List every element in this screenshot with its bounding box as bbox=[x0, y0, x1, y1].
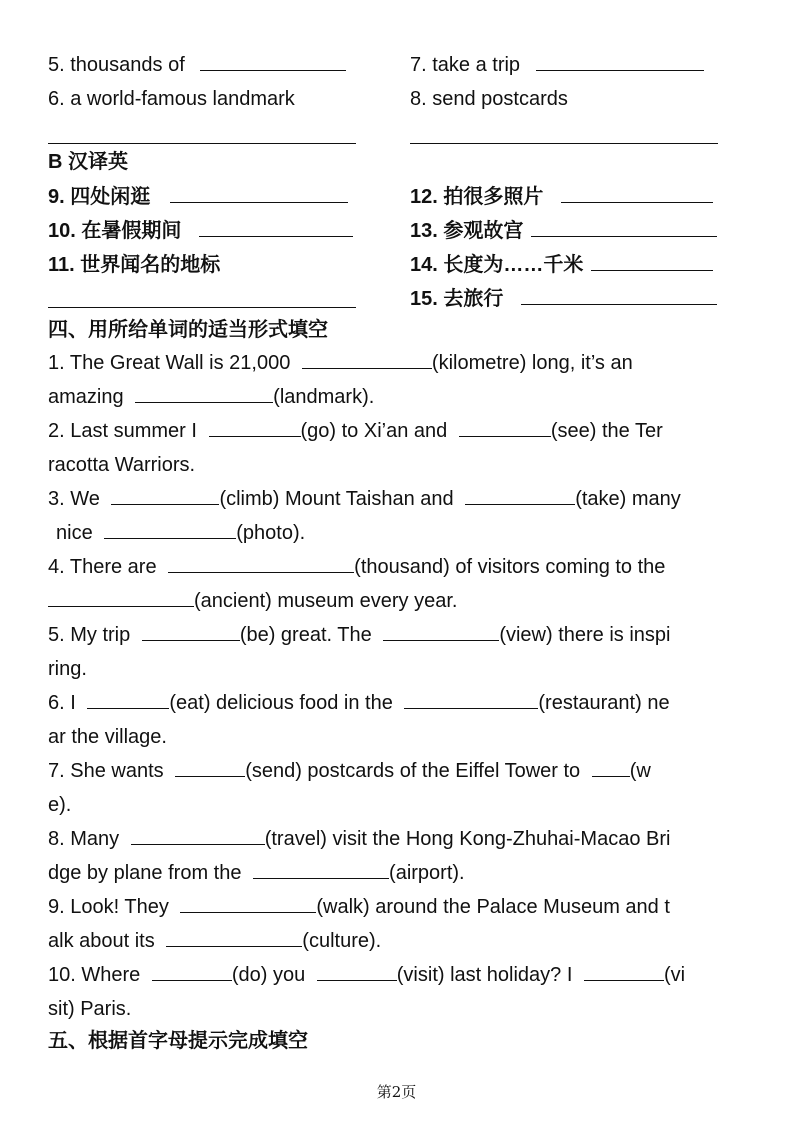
q6-line2: ar the village. bbox=[48, 726, 167, 748]
item-10: 10. 在暑假期间 bbox=[48, 217, 353, 245]
answer-blank[interactable] bbox=[592, 758, 630, 777]
item-9: 9. 四处闲逛 bbox=[48, 183, 348, 211]
q2-line2: racotta Warriors. bbox=[48, 454, 196, 476]
answer-blank[interactable] bbox=[383, 622, 499, 641]
answer-line[interactable] bbox=[410, 143, 718, 144]
q7-line2: e). bbox=[48, 794, 72, 816]
item-8: 8. send postcards bbox=[410, 88, 568, 110]
answer-blank[interactable] bbox=[459, 418, 551, 437]
answer-blank[interactable] bbox=[531, 218, 717, 237]
answer-blank[interactable] bbox=[168, 554, 354, 573]
part-b-heading: B 汉译英 bbox=[48, 151, 128, 173]
answer-blank[interactable] bbox=[48, 588, 194, 607]
item-6: 6. a world-famous landmark bbox=[48, 88, 295, 110]
item-12: 12. 拍很多照片 bbox=[410, 183, 713, 211]
answer-blank[interactable] bbox=[87, 690, 169, 709]
q9-line1: 9. Look! They (walk) around the Palace Museum and t bbox=[48, 896, 670, 918]
answer-blank[interactable] bbox=[131, 826, 265, 845]
answer-blank[interactable] bbox=[536, 52, 704, 71]
answer-blank[interactable] bbox=[111, 486, 219, 505]
answer-blank[interactable] bbox=[152, 962, 232, 981]
answer-blank[interactable] bbox=[175, 758, 245, 777]
q10-line1: 10. Where (do) you (visit) last holiday? I (vi bbox=[48, 964, 686, 986]
answer-blank[interactable] bbox=[135, 384, 273, 403]
q3-line1: 3. We (climb) Mount Taishan and (take) many bbox=[48, 488, 681, 510]
answer-blank[interactable] bbox=[104, 520, 236, 539]
answer-blank[interactable] bbox=[302, 350, 432, 369]
item-5: 5. thousands of bbox=[48, 51, 346, 79]
answer-blank[interactable] bbox=[253, 860, 389, 879]
answer-line[interactable] bbox=[48, 143, 356, 144]
item-15: 15. 去旅行 bbox=[410, 285, 717, 313]
q9-line2: alk about its (culture). bbox=[48, 930, 382, 952]
q8-line2: dge by plane from the (airport). bbox=[48, 862, 465, 884]
q8-line1: 8. Many (travel) visit the Hong Kong-Zhuhai-Macao Bri bbox=[48, 828, 671, 850]
answer-blank[interactable] bbox=[317, 962, 397, 981]
answer-blank[interactable] bbox=[521, 286, 717, 305]
answer-blank[interactable] bbox=[465, 486, 575, 505]
item-14: 14. 长度为……千米 bbox=[410, 251, 713, 279]
item-13: 13. 参观故宫 bbox=[410, 217, 717, 245]
q3-line2: nice (photo). bbox=[56, 522, 306, 544]
answer-blank[interactable] bbox=[166, 928, 302, 947]
q1-line1: 1. The Great Wall is 21,000 (kilometre) long, it’s an bbox=[48, 352, 633, 374]
q5-line1: 5. My trip (be) great. The (view) there is inspi bbox=[48, 624, 671, 646]
answer-line[interactable] bbox=[48, 307, 356, 308]
answer-blank[interactable] bbox=[561, 184, 713, 203]
section-4-heading: 四、用所给单词的适当形式填空 bbox=[48, 319, 328, 341]
q6-line1: 6. I (eat) delicious food in the (restaurant) ne bbox=[48, 692, 670, 714]
item-7: 7. take a trip bbox=[410, 51, 704, 79]
answer-blank[interactable] bbox=[199, 218, 353, 237]
answer-blank[interactable] bbox=[591, 252, 713, 271]
section-5-heading: 五、根据首字母提示完成填空 bbox=[48, 1030, 308, 1052]
q1-line2: amazing (landmark). bbox=[48, 386, 375, 408]
answer-blank[interactable] bbox=[209, 418, 301, 437]
q10-line2: sit) Paris. bbox=[48, 998, 132, 1020]
answer-blank[interactable] bbox=[584, 962, 664, 981]
answer-blank[interactable] bbox=[142, 622, 240, 641]
item-11: 11. 世界闻名的地标 bbox=[48, 254, 221, 276]
q5-line2: ring. bbox=[48, 658, 87, 680]
answer-blank[interactable] bbox=[180, 894, 316, 913]
q4-line1: 4. There are (thousand) of visitors coming to the bbox=[48, 556, 666, 578]
page-number: 第2页 bbox=[376, 1083, 417, 1101]
answer-blank[interactable] bbox=[200, 52, 346, 71]
answer-blank[interactable] bbox=[404, 690, 538, 709]
q2-line1: 2. Last summer I (go) to Xi’an and (see) the Ter bbox=[48, 420, 663, 442]
answer-blank[interactable] bbox=[170, 184, 348, 203]
q4-line2: (ancient) museum every year. bbox=[48, 587, 457, 615]
q7-line1: 7. She wants (send) postcards of the Eiffel Tower to (w bbox=[48, 760, 651, 782]
